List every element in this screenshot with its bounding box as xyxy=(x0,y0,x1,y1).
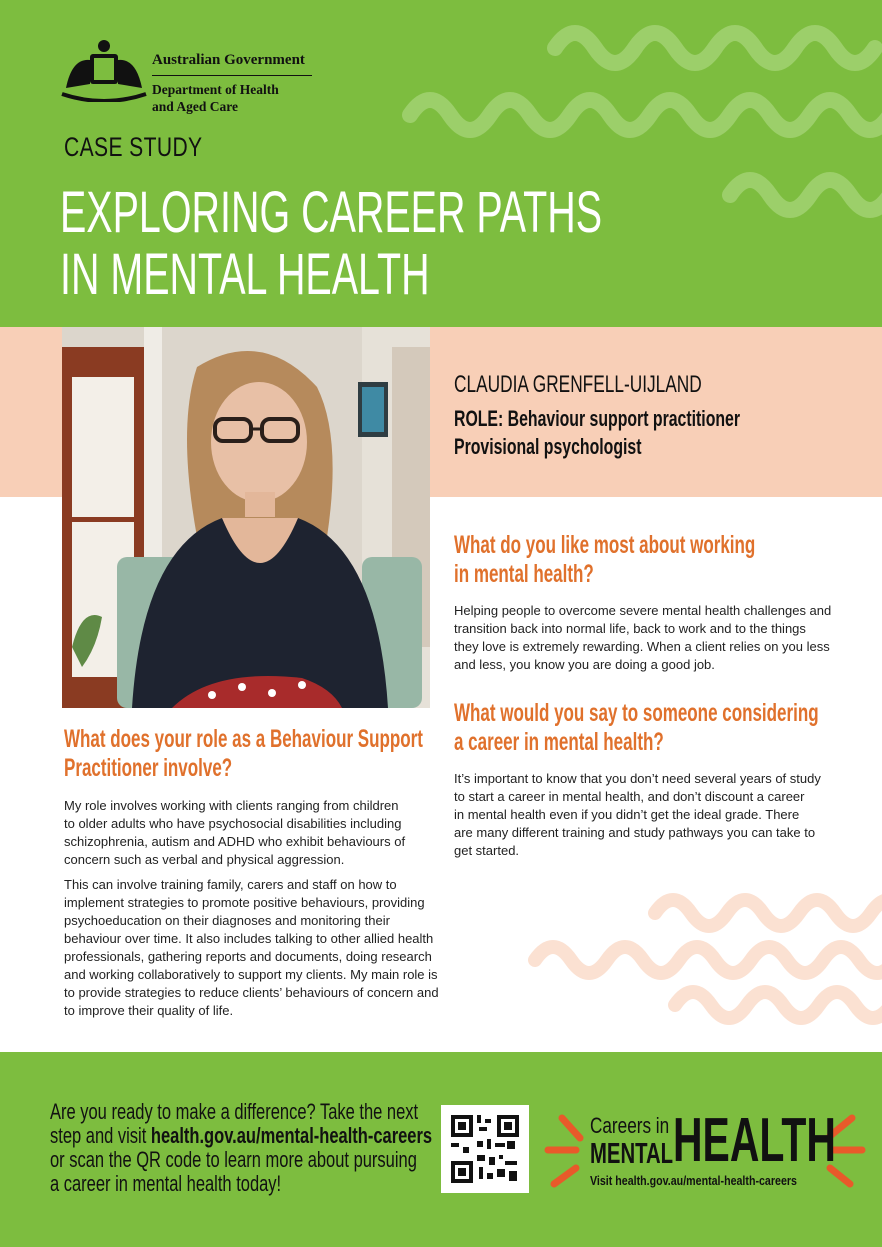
government-logo xyxy=(58,38,318,116)
decorative-wave-middle xyxy=(395,85,882,145)
question-3-line-1: What does your role as a Behaviour Support xyxy=(64,725,423,753)
question-2-answer xyxy=(454,770,821,860)
logo-careers-text: Careers in xyxy=(590,1113,670,1138)
answer-1-line: Helping people to overcome severe mental health challenges and xyxy=(454,603,832,618)
gov-name: Australian Government xyxy=(152,52,305,68)
logo-health-text: HEALTH xyxy=(673,1106,836,1175)
page-title xyxy=(60,182,602,306)
answer-2-line: It’s important to know that you don’t need several years of study xyxy=(454,771,821,786)
question-2-line-1: What would you say to someone considering xyxy=(454,699,819,727)
qr-code[interactable] xyxy=(441,1105,529,1193)
header-band xyxy=(0,0,882,327)
decorative-wave-peach-2 xyxy=(520,935,882,985)
role-line-1: ROLE: Behaviour support practitioner xyxy=(454,406,741,431)
answer-3a-line: schizophrenia, autism and ADHD who exhibit behaviours of xyxy=(64,834,406,849)
question-1-heading xyxy=(454,531,755,589)
answer-2-line: are many different training and study pathways you can take to xyxy=(454,825,816,840)
title-line-2: IN MENTAL HEALTH xyxy=(60,242,430,307)
qr-code-icon xyxy=(441,1105,529,1193)
decorative-wave-top xyxy=(540,18,882,78)
decorative-wave-peach-3 xyxy=(660,980,882,1030)
title-line-1: EXPLORING CAREER PATHS xyxy=(60,180,603,245)
question-1-line-2: in mental health? xyxy=(454,560,594,588)
role-line-2: Provisional psychologist xyxy=(454,434,642,459)
answer-3b-line: implement strategies to promote positive behaviours, providing xyxy=(64,895,425,910)
answer-3a-line: My role involves working with clients ranging from children xyxy=(64,798,399,813)
decorative-wave-peach-1 xyxy=(640,888,882,938)
answer-3b-line: to improve their quality of life. xyxy=(64,1003,234,1018)
question-3-line-2: Practitioner involve? xyxy=(64,754,233,782)
answer-3b-line: and working collaboratively to support my clients. My main role is xyxy=(64,967,438,982)
question-3-answer-paragraph-1 xyxy=(64,797,405,869)
cta-line-2 xyxy=(50,1124,432,1148)
question-3-heading xyxy=(64,725,423,783)
department-line-1: Department of Health xyxy=(152,82,279,97)
question-1-answer xyxy=(454,602,831,674)
cta-line-3: or scan the QR code to learn more about pursuing xyxy=(50,1147,417,1172)
coat-of-arms-icon xyxy=(58,38,148,102)
answer-3b-line: professionals, gathering reports and documents, doing research xyxy=(64,949,432,964)
logo-mental-text: MENTAL xyxy=(590,1138,674,1170)
call-to-action xyxy=(50,1100,432,1196)
footer-band xyxy=(0,1052,882,1247)
answer-2-line: get started. xyxy=(454,843,520,858)
answer-3b-line: psychoeducation on their diagnoses and monitoring their xyxy=(64,913,390,928)
question-3-answer-paragraph-2 xyxy=(64,876,439,1020)
portrait-illustration xyxy=(62,327,430,708)
cta-line-1: Are you ready to make a difference? Take the next xyxy=(50,1099,419,1124)
department-line-2: and Aged Care xyxy=(152,99,239,114)
answer-2-line: in mental health even if you didn’t get the ideal grade. There xyxy=(454,807,800,822)
case-study-label: CASE STUDY xyxy=(64,132,203,162)
answer-2-line: to start a career in mental health, and don’t discount a career xyxy=(454,789,805,804)
cta-line-2-prefix: step and visit xyxy=(50,1123,151,1148)
answer-1-line: transition back into normal life, back to work and to the things xyxy=(454,621,806,636)
answer-3a-line: to older adults who have psychosocial disabilities including xyxy=(64,816,402,831)
gov-divider xyxy=(152,75,312,76)
answer-1-line: and less, you know you are doing a good job. xyxy=(454,657,715,672)
careers-link[interactable]: health.gov.au/mental-health-careers xyxy=(150,1123,433,1148)
answer-1-line: they love is extremely rewarding. When a client relies on you less xyxy=(454,639,830,654)
logo-url-text[interactable]: Visit health.gov.au/mental-health-careers xyxy=(590,1173,797,1188)
answer-3b-line: to provide strategies to reduce clients’ behaviours of concern and xyxy=(64,985,439,1000)
answer-3b-line: This can involve training family, carers and staff on how to xyxy=(64,877,397,892)
profile-name: CLAUDIA GRENFELL-UIJLAND xyxy=(454,371,702,398)
decorative-wave-lower xyxy=(715,165,882,225)
question-2-line-2: a career in mental health? xyxy=(454,728,664,756)
cta-line-4: a career in mental health today! xyxy=(50,1171,282,1196)
answer-3a-line: concern such as verbal and physical aggression. xyxy=(64,852,345,867)
answer-3b-line: behaviour over time. It also includes talking to other allied health xyxy=(64,931,434,946)
question-1-line-1: What do you like most about working xyxy=(454,531,756,559)
portrait-photo xyxy=(62,327,430,708)
question-2-heading xyxy=(454,699,819,757)
department-name xyxy=(152,81,279,115)
careers-in-mental-health-logo xyxy=(540,1108,870,1198)
profile-role xyxy=(454,405,740,461)
